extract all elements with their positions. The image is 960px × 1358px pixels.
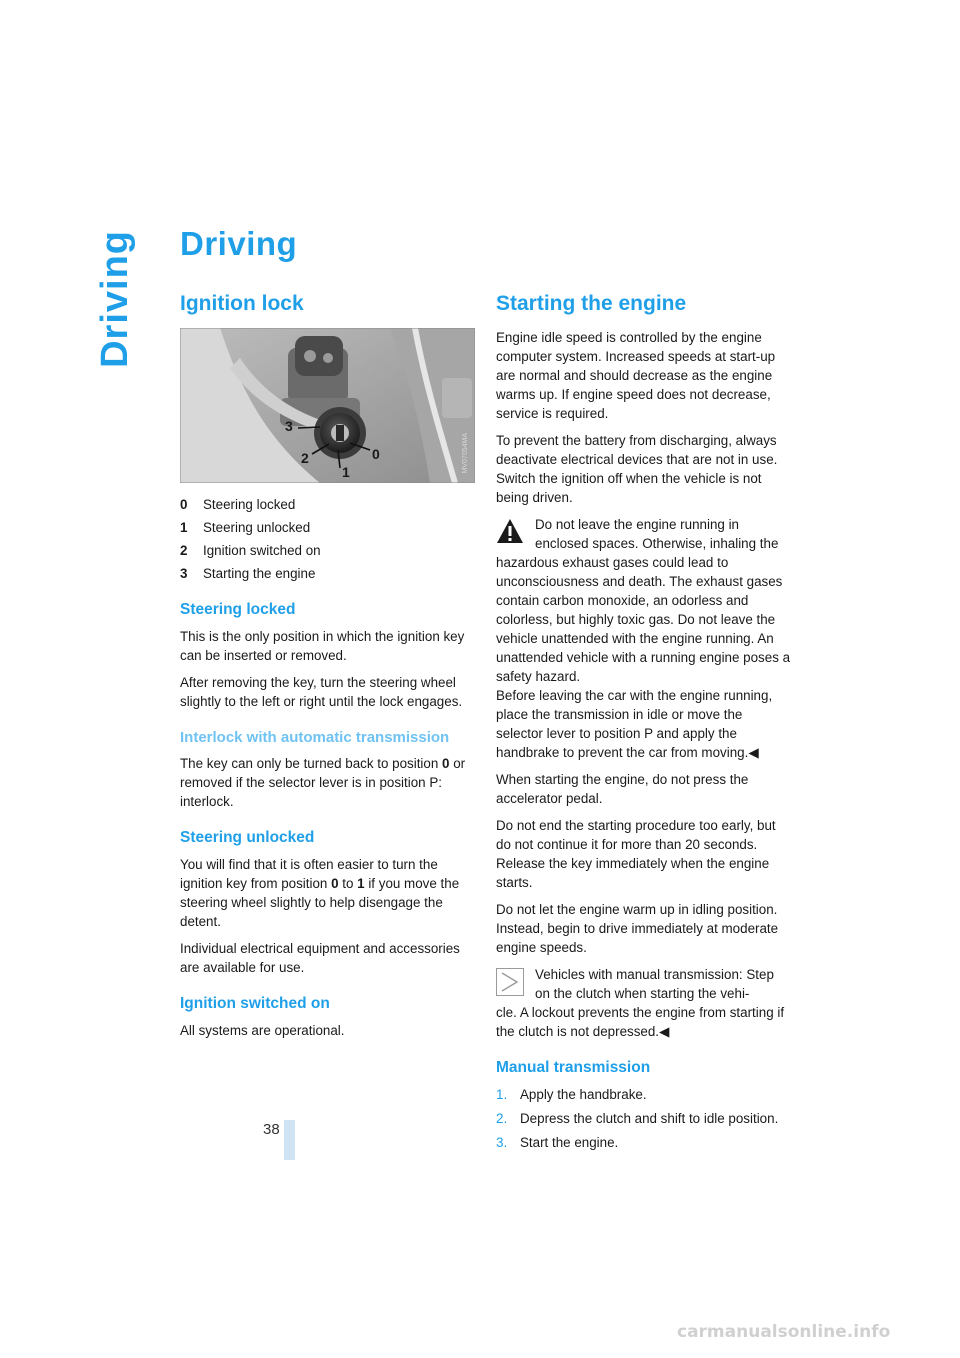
warning-text: Do not leave the engine running in enclosed spaces. Otherwise, inhaling the (535, 517, 779, 551)
left-column (180, 292, 475, 1048)
step-number: 1. (496, 1087, 508, 1102)
paragraph: This is the only position in which the ignition key can be inserted or removed. (180, 629, 465, 663)
heading-ignition-on: Ignition switched on (180, 995, 330, 1012)
note-text: cle. A lockout prevents the engine from starting if the clutch is not depressed.◀ (496, 1005, 785, 1039)
list-item (496, 1109, 792, 1128)
side-chapter-tab: Driving (94, 230, 136, 368)
legend-item (180, 564, 475, 583)
warning-note (496, 515, 792, 762)
legend-key: 2 (180, 543, 188, 558)
step-number: 3. (496, 1135, 508, 1150)
paragraph: To prevent the battery from discharging, always deactivate electrical devices that are not in use. Switch the ignition off when the vehicle is not being driven. (496, 433, 778, 505)
legend-item (180, 541, 475, 560)
legend-text: Steering locked (203, 497, 296, 512)
step-text: Depress the clutch and shift to idle position. (520, 1111, 779, 1126)
step-text: Start the engine. (520, 1135, 619, 1150)
page-marker-bar (284, 1120, 295, 1160)
ignition-positions-legend (180, 495, 475, 583)
text: You will find that it is often easier to turn the ignition key from position (180, 857, 438, 891)
text: The key can only be turned back to position (180, 756, 443, 771)
heading-interlock: Interlock with automatic transmission (180, 729, 450, 746)
legend-text: Starting the engine (203, 566, 316, 581)
manual-steps-list (496, 1085, 792, 1152)
position-key: 0 (442, 756, 450, 771)
text: if you move the steering wheel slightly to help disengage the detent. (180, 876, 460, 929)
warning-triangle-icon (496, 518, 524, 544)
photo-label-3: 3 (285, 418, 293, 434)
section-title-starting-engine: Starting the engine (496, 292, 687, 315)
right-column (496, 292, 792, 1157)
legend-key: 1 (180, 520, 188, 535)
note-arrow-icon (496, 968, 524, 996)
warning-text: hazardous exhaust gases could lead to unconsciousness and death. The exhaust gases contain carbon monoxide, an odorless and colorless, but highly toxic gas. Do not leave the vehicle unattended with the engine running. An unattended vehicle with a running engine poses a safety hazard. (496, 555, 791, 684)
paragraph: Individual electrical equipment and accessories are available for use. (180, 941, 460, 975)
site-watermark: carmanualsonline.info (677, 1322, 891, 1342)
photo-label-0: 0 (372, 446, 380, 462)
warning-text: Before leaving the car with the engine running, place the transmission in idle or move the selector lever to position P and apply the handbrake to prevent the car from moving.◀ (496, 688, 773, 760)
legend-item (180, 518, 475, 537)
info-note (496, 965, 792, 1041)
photo-label-2: 2 (301, 450, 309, 466)
position-key: 1 (357, 876, 365, 891)
step-number: 2. (496, 1111, 508, 1126)
paragraph: When starting the engine, do not press the accelerator pedal. (496, 772, 749, 806)
legend-text: Steering unlocked (203, 520, 311, 535)
ignition-lock-illustration (180, 328, 475, 483)
paragraph: After removing the key, turn the steering wheel slightly to the left or right until the lock engages. (180, 675, 463, 709)
paragraph: Do not end the starting procedure too early, but do not continue it for more than 20 seconds. Release the key immediately when the engine starts. (496, 818, 776, 890)
heading-steering-locked: Steering locked (180, 601, 296, 618)
paragraph: Engine idle speed is controlled by the engine computer system. Increased speeds at start-up are normal and should decrease as the engine warms up. If engine speed does not decrease, service is required. (496, 330, 776, 421)
paragraph: All systems are operational. (180, 1023, 345, 1038)
photo-label-1: 1 (342, 464, 350, 480)
chapter-title: Driving (180, 225, 298, 262)
text: to (338, 876, 358, 891)
step-text: Apply the handbrake. (520, 1087, 647, 1102)
legend-key: 3 (180, 566, 188, 581)
ignition-lock-photo (180, 328, 475, 483)
heading-manual-transmission: Manual transmission (496, 1059, 651, 1076)
section-title-ignition-lock: Ignition lock (180, 292, 304, 315)
paragraph: Do not let the engine warm up in idling position. Instead, begin to drive immediately at moderate engine speeds. (496, 902, 779, 955)
note-text: Vehicles with manual transmission: Step on the clutch when starting the vehi- (535, 967, 774, 1001)
list-item (496, 1085, 792, 1104)
legend-item (180, 495, 475, 514)
paragraph-interlock (180, 754, 475, 811)
photo-code: MV07054MA (462, 433, 469, 474)
legend-text: Ignition switched on (203, 543, 321, 558)
heading-steering-unlocked: Steering unlocked (180, 829, 315, 846)
text: or removed if the selector lever is in position P: interlock. (180, 756, 466, 809)
position-key: 0 (331, 876, 339, 891)
paragraph-steering-unlocked (180, 855, 475, 931)
page-number: 38 (263, 1121, 280, 1138)
list-item (496, 1133, 792, 1152)
legend-key: 0 (180, 497, 188, 512)
